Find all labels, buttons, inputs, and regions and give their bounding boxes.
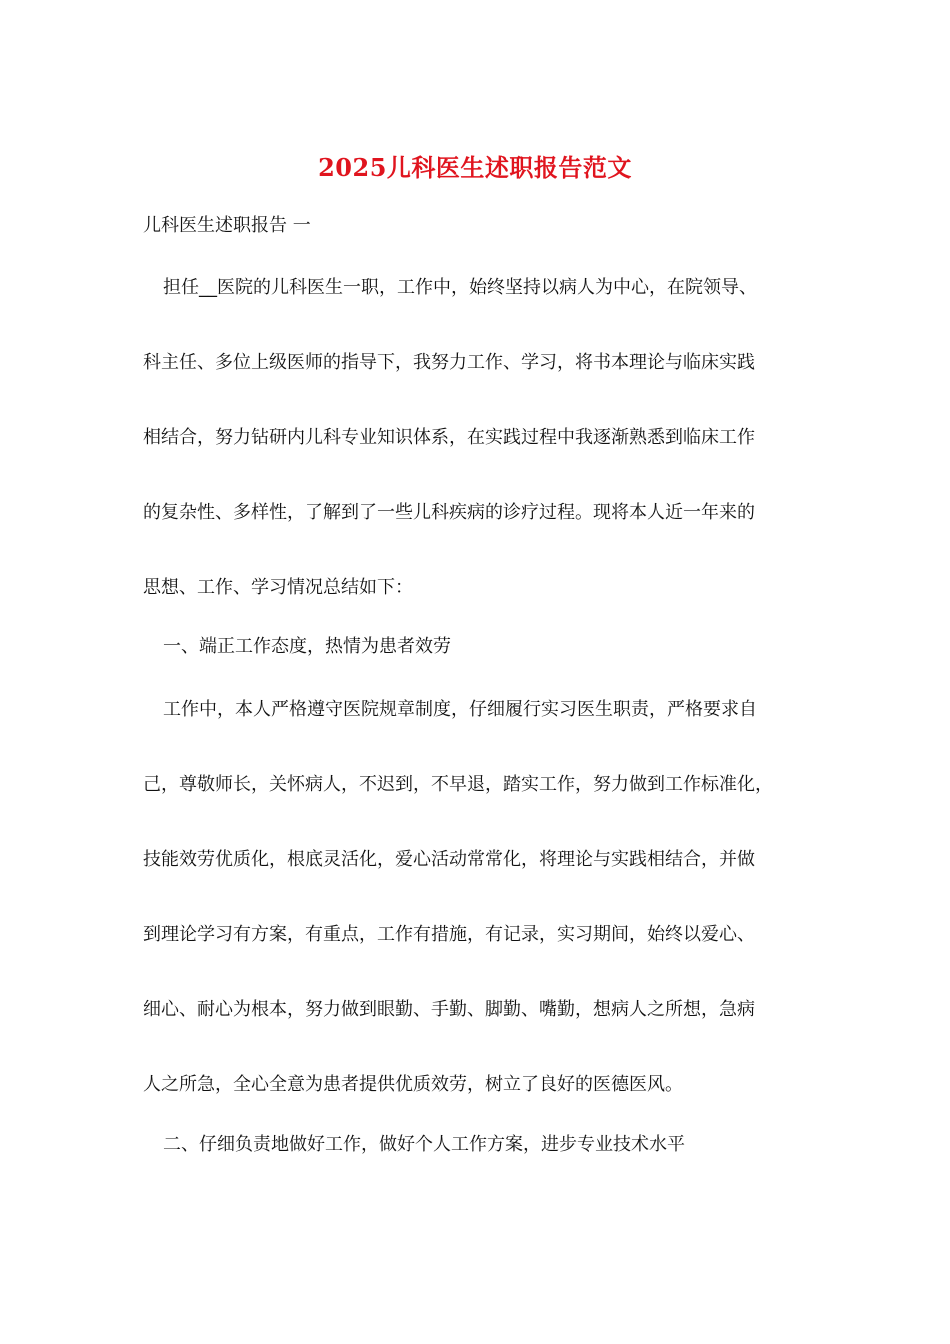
paragraph-1-line: 科主任、多位上级医师的指导下，我努力工作、学习，将书本理论与临床实践 [143,352,755,373]
paragraph-1-line: 的复杂性、多样性，了解到了一些儿科疾病的诊疗过程。现将本人近一年来的 [143,502,755,523]
paragraph-1-line: 担任__医院的儿科医生一职，工作中，始终坚持以病人为中心，在院领导、 [163,277,757,298]
document-title: 2025儿科医生述职报告范文 [318,153,632,182]
paragraph-2-line: 工作中，本人严格遵守医院规章制度，仔细履行实习医生职责，严格要求自 [163,699,757,720]
paragraph-1-line: 思想、工作、学习情况总结如下： [143,577,413,598]
paragraph-2-line: 细心、耐心为根本，努力做到眼勤、手勤、脚勤、嘴勤，想病人之所想，急病 [143,999,755,1020]
section-heading-1: 一、端正工作态度，热情为患者效劳 [163,636,451,657]
paragraph-1 [143,250,813,625]
section-heading-2: 二、仔细负责地做好工作，做好个人工作方案，进步专业技术水平 [163,1134,685,1155]
document-subtitle: 儿科医生述职报告 一 [143,215,311,236]
paragraph-2 [143,672,813,1122]
paragraph-2-line: 人之所急，全心全意为患者提供优质效劳，树立了良好的医德医风。 [143,1074,683,1095]
paragraph-2-line: 技能效劳优质化，根底灵活化，爱心活动常常化，将理论与实践相结合，并做 [143,849,755,870]
paragraph-2-line: 到理论学习有方案，有重点，工作有措施，有记录，实习期间，始终以爱心、 [143,924,755,945]
paragraph-1-line: 相结合，努力钻研内儿科专业知识体系，在实践过程中我逐渐熟悉到临床工作 [143,427,755,448]
paragraph-2-line: 己，尊敬师长，关怀病人，不迟到，不早退，踏实工作，努力做到工作标准化， [143,774,773,795]
